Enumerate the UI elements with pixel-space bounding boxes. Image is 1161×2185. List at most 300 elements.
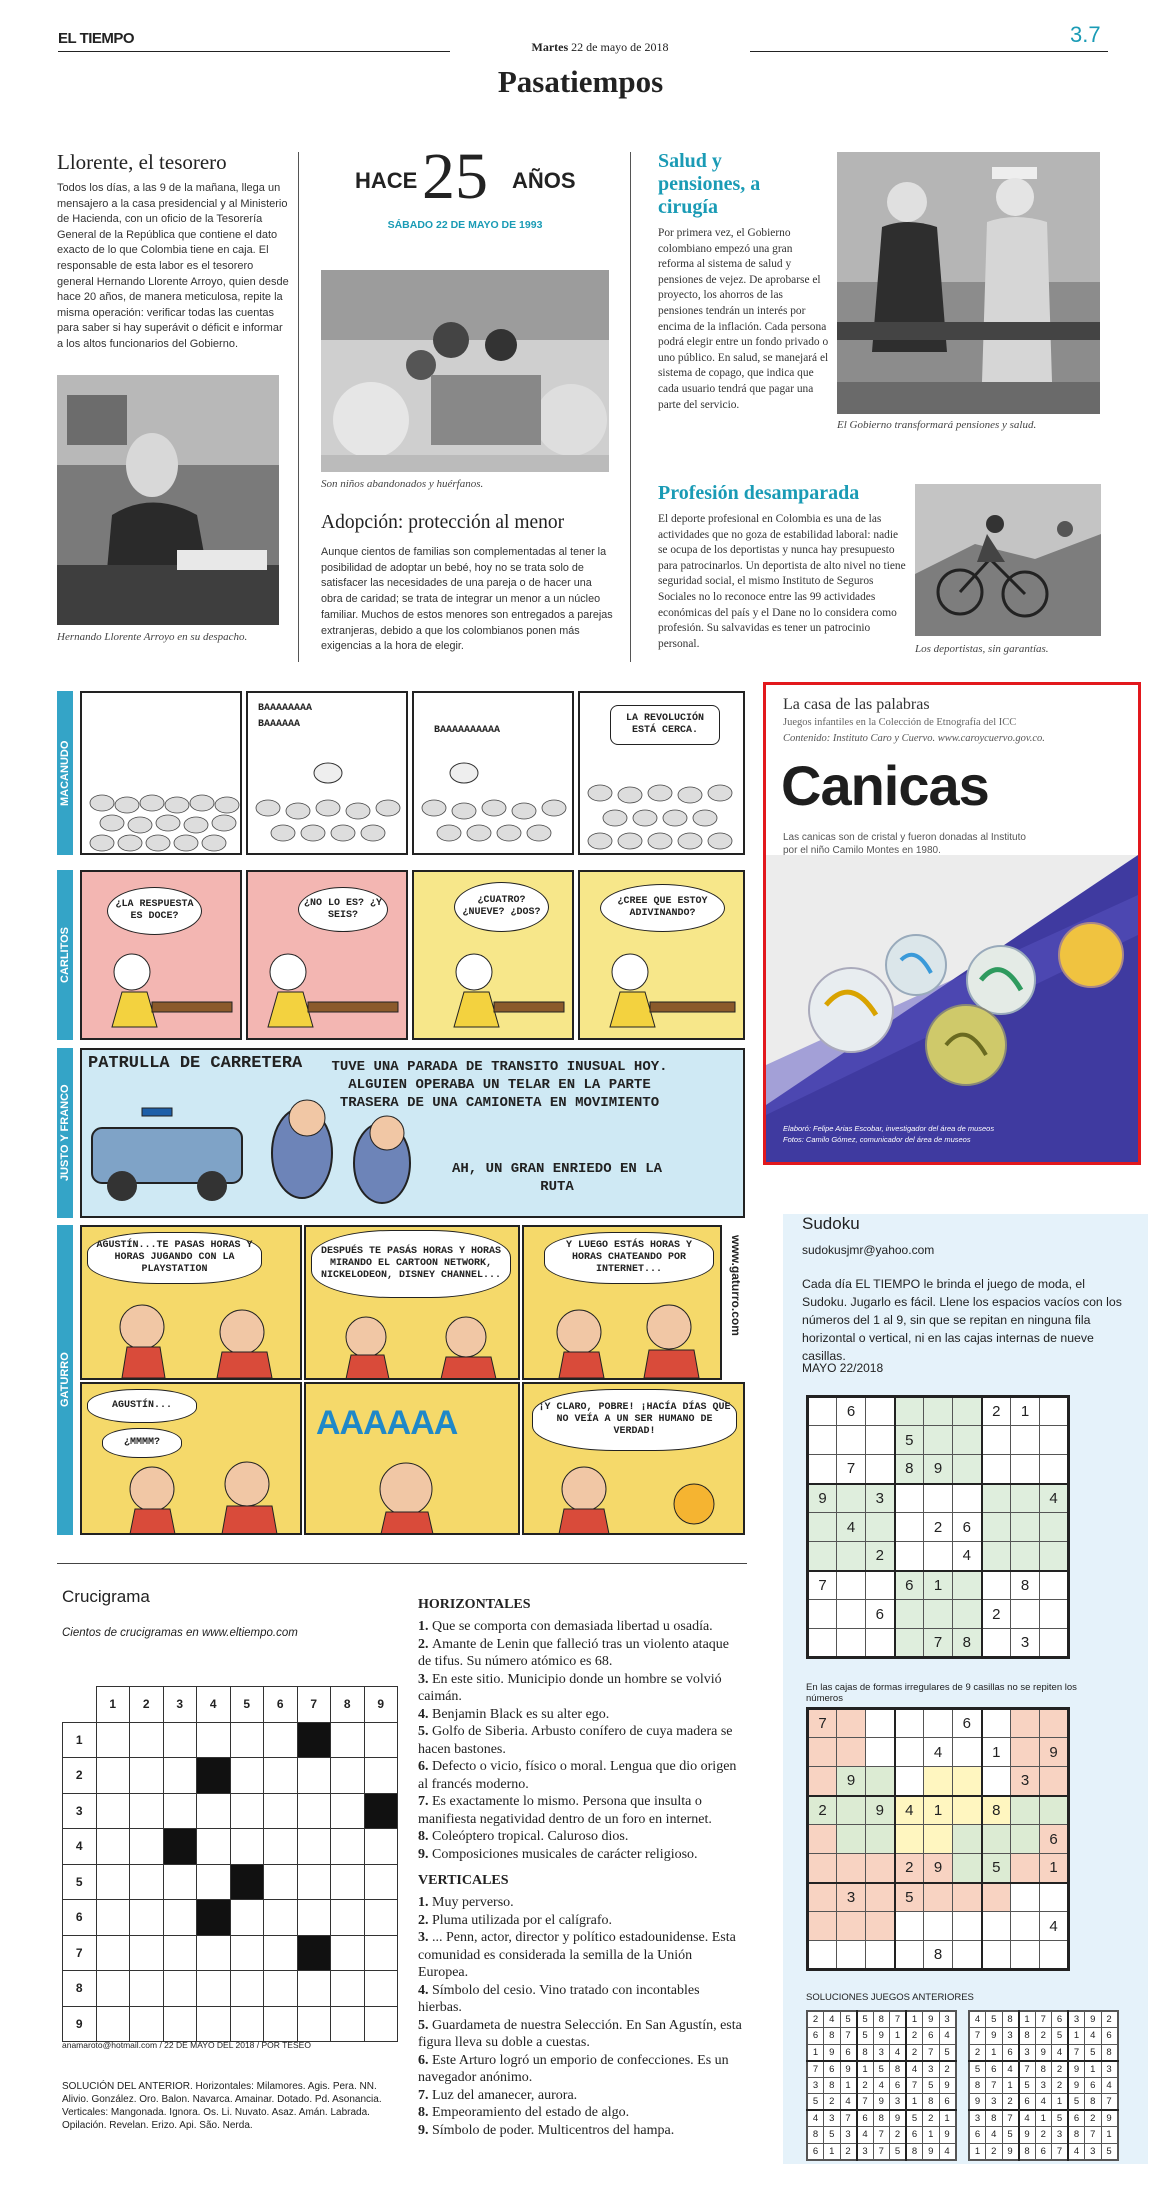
sudoku-cell[interactable]: 2 — [939, 2061, 956, 2078]
sudoku-cell[interactable] — [1011, 1854, 1040, 1883]
crossword-cell[interactable] — [96, 1758, 130, 1794]
sudoku-cell[interactable]: 7 — [857, 2094, 874, 2111]
sudoku-cell[interactable] — [1011, 1484, 1040, 1513]
sudoku-cell[interactable] — [953, 1484, 982, 1513]
sudoku-cell[interactable]: 1 — [939, 2110, 956, 2127]
sudoku-cell[interactable]: 5 — [873, 2061, 890, 2078]
crossword-cell[interactable] — [331, 1971, 365, 2007]
sudoku-cell[interactable]: 7 — [1085, 2127, 1102, 2144]
crossword-cell[interactable] — [331, 1793, 365, 1829]
sudoku-cell[interactable] — [953, 1796, 982, 1825]
crossword-cell[interactable] — [230, 1793, 264, 1829]
sudoku-cell[interactable]: 2 — [982, 1397, 1011, 1426]
sudoku-cell[interactable]: 6 — [1101, 2028, 1118, 2045]
sudoku-cell[interactable]: 2 — [808, 1796, 837, 1825]
sudoku-cell[interactable] — [866, 1397, 895, 1426]
sudoku-cell[interactable]: 7 — [840, 2028, 857, 2045]
sudoku-cell[interactable] — [1040, 1571, 1069, 1600]
sudoku-cell[interactable] — [895, 1600, 924, 1629]
crossword-cell[interactable] — [297, 2006, 331, 2042]
sudoku-cell[interactable]: 2 — [1035, 2028, 1052, 2045]
sudoku-cell[interactable] — [953, 1426, 982, 1455]
sudoku-cell[interactable] — [895, 1542, 924, 1571]
crossword-cell[interactable] — [364, 1722, 398, 1758]
crossword-cell[interactable] — [297, 1900, 331, 1936]
sudoku-cell[interactable] — [1040, 1941, 1069, 1970]
sudoku-cell[interactable] — [808, 1738, 837, 1767]
sudoku-cell[interactable]: 5 — [1052, 2110, 1069, 2127]
sudoku-cell[interactable]: 3 — [807, 2077, 824, 2094]
sudoku-cell[interactable]: 5 — [982, 1854, 1011, 1883]
sudoku-cell[interactable] — [953, 1825, 982, 1854]
crossword-cell[interactable] — [163, 1864, 197, 1900]
sudoku-cell[interactable]: 4 — [857, 2127, 874, 2144]
sudoku-cell[interactable]: 8 — [906, 2143, 923, 2160]
sudoku-cell[interactable]: 1 — [1101, 2127, 1118, 2144]
sudoku-cell[interactable]: 2 — [840, 2143, 857, 2160]
sudoku-cell[interactable] — [895, 1513, 924, 1542]
crossword-cell[interactable] — [297, 1793, 331, 1829]
crossword-cell[interactable] — [331, 1864, 365, 1900]
sudoku-cell[interactable]: 5 — [1019, 2077, 1036, 2094]
crossword-cell[interactable] — [163, 1722, 197, 1758]
sudoku-cell[interactable] — [1040, 1600, 1069, 1629]
sudoku-cell[interactable]: 7 — [969, 2028, 986, 2045]
sudoku-cell[interactable]: 6 — [866, 1600, 895, 1629]
sudoku-cell[interactable]: 4 — [1002, 2061, 1019, 2078]
sudoku-cell[interactable] — [924, 1397, 953, 1426]
sudoku-cell[interactable]: 9 — [866, 1796, 895, 1825]
sudoku-cell[interactable] — [866, 1883, 895, 1912]
sudoku-cell[interactable] — [982, 1513, 1011, 1542]
sudoku-cell[interactable]: 4 — [1101, 2077, 1118, 2094]
sudoku-cell[interactable] — [1011, 1455, 1040, 1484]
sudoku-cell[interactable]: 9 — [1068, 2061, 1085, 2078]
sudoku-cell[interactable]: 4 — [873, 2077, 890, 2094]
sudoku-cell[interactable]: 8 — [986, 2110, 1003, 2127]
sudoku-cell[interactable]: 9 — [840, 2061, 857, 2078]
sudoku-cell[interactable]: 3 — [840, 2127, 857, 2144]
sudoku-cell[interactable]: 7 — [873, 2143, 890, 2160]
sudoku-cell[interactable]: 4 — [1052, 2044, 1069, 2061]
sudoku-cell[interactable] — [953, 1455, 982, 1484]
sudoku-cell[interactable]: 9 — [1068, 2077, 1085, 2094]
sudoku-cell[interactable]: 8 — [873, 2110, 890, 2127]
sudoku-cell[interactable]: 5 — [986, 2011, 1003, 2028]
sudoku-cell[interactable] — [837, 1629, 866, 1658]
crossword-cell[interactable] — [364, 1935, 398, 1971]
sudoku-cell[interactable] — [1040, 1513, 1069, 1542]
sudoku-cell[interactable]: 9 — [986, 2028, 1003, 2045]
crossword-cell[interactable] — [163, 2006, 197, 2042]
sudoku-cell[interactable]: 3 — [1101, 2061, 1118, 2078]
sudoku-cell[interactable] — [895, 1941, 924, 1970]
sudoku-cell[interactable]: 6 — [824, 2061, 841, 2078]
sudoku-cell[interactable]: 3 — [866, 1484, 895, 1513]
crossword-cell[interactable] — [96, 1793, 130, 1829]
sudoku-cell[interactable]: 6 — [923, 2028, 940, 2045]
sudoku-cell[interactable] — [808, 1883, 837, 1912]
sudoku-cell[interactable] — [895, 1484, 924, 1513]
sudoku-cell[interactable]: 7 — [924, 1629, 953, 1658]
sudoku-cell[interactable]: 1 — [1019, 2011, 1036, 2028]
crossword-cell[interactable] — [130, 1864, 164, 1900]
sudoku-cell[interactable]: 5 — [890, 2143, 907, 2160]
sudoku-cell[interactable] — [866, 1825, 895, 1854]
sudoku-cell[interactable]: 2 — [906, 2044, 923, 2061]
sudoku-cell[interactable] — [982, 1883, 1011, 1912]
sudoku-cell[interactable] — [1011, 1426, 1040, 1455]
sudoku-cell[interactable] — [866, 1629, 895, 1658]
sudoku-cell[interactable]: 6 — [857, 2110, 874, 2127]
sudoku-cell[interactable]: 7 — [923, 2044, 940, 2061]
sudoku-cell[interactable]: 3 — [1002, 2028, 1019, 2045]
sudoku-cell[interactable] — [1011, 1600, 1040, 1629]
sudoku-cell[interactable] — [837, 1709, 866, 1738]
sudoku-cell[interactable] — [808, 1455, 837, 1484]
sudoku-cell[interactable] — [982, 1912, 1011, 1941]
sudoku-cell[interactable] — [866, 1738, 895, 1767]
sudoku-cell[interactable]: 9 — [873, 2028, 890, 2045]
crossword-cell[interactable] — [163, 1793, 197, 1829]
sudoku-cell[interactable] — [953, 1941, 982, 1970]
sudoku-cell[interactable]: 2 — [857, 2077, 874, 2094]
sudoku-cell[interactable] — [837, 1854, 866, 1883]
sudoku-cell[interactable] — [837, 1912, 866, 1941]
sudoku-cell[interactable]: 1 — [1085, 2061, 1102, 2078]
sudoku-cell[interactable] — [837, 1571, 866, 1600]
sudoku-cell[interactable] — [837, 1426, 866, 1455]
sudoku-cell[interactable] — [1011, 1738, 1040, 1767]
sudoku-cell[interactable] — [808, 1767, 837, 1796]
sudoku-cell[interactable]: 9 — [1101, 2110, 1118, 2127]
sudoku-cell[interactable] — [1040, 1397, 1069, 1426]
crossword-cell[interactable] — [230, 1758, 264, 1794]
sudoku-cell[interactable]: 6 — [895, 1571, 924, 1600]
sudoku-cell[interactable]: 5 — [969, 2061, 986, 2078]
sudoku-cell[interactable]: 1 — [906, 2011, 923, 2028]
sudoku-cell[interactable]: 8 — [1085, 2094, 1102, 2111]
sudoku-cell[interactable]: 7 — [1052, 2143, 1069, 2160]
sudoku-cell[interactable] — [808, 1513, 837, 1542]
crossword-cell[interactable] — [230, 1935, 264, 1971]
sudoku-cell[interactable] — [953, 1738, 982, 1767]
sudoku-cell[interactable]: 9 — [837, 1767, 866, 1796]
sudoku-cell[interactable]: 5 — [857, 2028, 874, 2045]
sudoku-cell[interactable] — [808, 1941, 837, 1970]
crossword-cell[interactable] — [230, 2006, 264, 2042]
sudoku-cell[interactable]: 1 — [840, 2077, 857, 2094]
sudoku-cell[interactable]: 4 — [939, 2028, 956, 2045]
sudoku-cell[interactable]: 3 — [824, 2110, 841, 2127]
sudoku-cell[interactable] — [1011, 1883, 1040, 1912]
crossword-cell[interactable] — [130, 1935, 164, 1971]
sudoku-cell[interactable] — [982, 1571, 1011, 1600]
sudoku-cell[interactable] — [808, 1426, 837, 1455]
sudoku-cell[interactable] — [866, 1767, 895, 1796]
sudoku-cell[interactable]: 9 — [923, 2143, 940, 2160]
sudoku-cell[interactable]: 5 — [807, 2094, 824, 2111]
sudoku-cell[interactable] — [1011, 1912, 1040, 1941]
sudoku-cell[interactable] — [808, 1854, 837, 1883]
sudoku-cell[interactable]: 1 — [857, 2061, 874, 2078]
crossword-cell[interactable] — [331, 1722, 365, 1758]
sudoku-cell[interactable]: 2 — [824, 2094, 841, 2111]
sudoku-cell[interactable]: 5 — [923, 2077, 940, 2094]
sudoku-cell[interactable]: 8 — [953, 1629, 982, 1658]
crossword-cell[interactable] — [197, 2006, 231, 2042]
crossword-cell[interactable] — [331, 1829, 365, 1865]
sudoku-cell[interactable]: 8 — [824, 2028, 841, 2045]
sudoku-cell[interactable]: 2 — [986, 2143, 1003, 2160]
sudoku-cell[interactable]: 2 — [1035, 2127, 1052, 2144]
sudoku-cell[interactable]: 7 — [808, 1709, 837, 1738]
sudoku-cell[interactable]: 9 — [808, 1484, 837, 1513]
sudoku-cell[interactable]: 8 — [1035, 2061, 1052, 2078]
sudoku-cell[interactable] — [866, 1709, 895, 1738]
sudoku-cell[interactable] — [1011, 1796, 1040, 1825]
sudoku-cell[interactable]: 1 — [986, 2044, 1003, 2061]
sudoku-cell[interactable]: 2 — [895, 1854, 924, 1883]
crossword-cell[interactable] — [197, 1722, 231, 1758]
sudoku-cell[interactable]: 8 — [895, 1455, 924, 1484]
crossword-cell[interactable] — [197, 1971, 231, 2007]
sudoku-cell[interactable]: 9 — [939, 2127, 956, 2144]
sudoku-cell[interactable]: 4 — [890, 2044, 907, 2061]
sudoku-cell[interactable] — [837, 1600, 866, 1629]
sudoku-cell[interactable]: 9 — [1040, 1738, 1069, 1767]
crossword-cell[interactable] — [96, 1829, 130, 1865]
sudoku-cell[interactable]: 4 — [1040, 1912, 1069, 1941]
sudoku-cell[interactable] — [808, 1397, 837, 1426]
sudoku-cell[interactable] — [982, 1629, 1011, 1658]
crossword-cell[interactable] — [96, 1971, 130, 2007]
crossword-cell[interactable] — [197, 1829, 231, 1865]
crossword-cell[interactable] — [264, 1829, 298, 1865]
sudoku-cell[interactable] — [953, 1912, 982, 1941]
crossword-cell[interactable] — [230, 1829, 264, 1865]
sudoku-cell[interactable]: 1 — [1002, 2077, 1019, 2094]
sudoku-cell[interactable]: 4 — [969, 2011, 986, 2028]
sudoku-cell[interactable]: 2 — [1085, 2110, 1102, 2127]
sudoku-cell[interactable]: 6 — [906, 2127, 923, 2144]
sudoku-cell[interactable] — [982, 1426, 1011, 1455]
crossword-cell[interactable] — [364, 1829, 398, 1865]
sudoku-cell[interactable]: 1 — [1040, 1854, 1069, 1883]
sudoku-cell[interactable]: 6 — [939, 2094, 956, 2111]
sudoku-cell[interactable]: 3 — [1019, 2044, 1036, 2061]
sudoku-cell[interactable]: 6 — [953, 1709, 982, 1738]
sudoku-cell[interactable] — [953, 1397, 982, 1426]
sudoku-cell[interactable] — [1040, 1796, 1069, 1825]
crossword-cell[interactable] — [297, 1864, 331, 1900]
sudoku-cell[interactable]: 9 — [939, 2077, 956, 2094]
sudoku-cell[interactable] — [1040, 1629, 1069, 1658]
sudoku-cell[interactable]: 3 — [837, 1883, 866, 1912]
sudoku-cell[interactable]: 8 — [1068, 2127, 1085, 2144]
sudoku-cell[interactable]: 7 — [873, 2127, 890, 2144]
sudoku-cell[interactable]: 7 — [837, 1455, 866, 1484]
sudoku-cell[interactable]: 5 — [1101, 2143, 1118, 2160]
sudoku-cell[interactable] — [1011, 1825, 1040, 1854]
sudoku-cell[interactable] — [808, 1629, 837, 1658]
sudoku-cell[interactable]: 3 — [923, 2061, 940, 2078]
sudoku-cell[interactable]: 2 — [866, 1542, 895, 1571]
sudoku-cell[interactable]: 5 — [906, 2110, 923, 2127]
sudoku-cell[interactable] — [953, 1767, 982, 1796]
sudoku-cell[interactable] — [1011, 1709, 1040, 1738]
sudoku-cell[interactable] — [982, 1941, 1011, 1970]
sudoku-cell[interactable]: 5 — [1085, 2044, 1102, 2061]
sudoku-cell[interactable]: 1 — [969, 2143, 986, 2160]
sudoku-cell[interactable]: 5 — [824, 2127, 841, 2144]
crossword-cell[interactable] — [96, 1722, 130, 1758]
crossword-cell[interactable] — [264, 1793, 298, 1829]
crossword-cell[interactable] — [364, 1900, 398, 1936]
sudoku-cell[interactable]: 4 — [824, 2011, 841, 2028]
crossword-cell[interactable] — [364, 2006, 398, 2042]
crossword-cell[interactable] — [230, 1900, 264, 1936]
sudoku-cell[interactable]: 7 — [1019, 2061, 1036, 2078]
crossword-cell[interactable] — [331, 1758, 365, 1794]
crossword-cell[interactable] — [297, 1971, 331, 2007]
sudoku-cell[interactable] — [866, 1455, 895, 1484]
sudoku-cell[interactable]: 6 — [1052, 2011, 1069, 2028]
sudoku-cell[interactable] — [808, 1912, 837, 1941]
crossword-cell[interactable] — [331, 1935, 365, 1971]
sudoku-cell[interactable]: 9 — [923, 2011, 940, 2028]
crossword-cell[interactable] — [163, 1900, 197, 1936]
sudoku-cell[interactable]: 4 — [895, 1796, 924, 1825]
sudoku-cell[interactable]: 1 — [807, 2044, 824, 2061]
crossword-cell[interactable] — [364, 1758, 398, 1794]
sudoku-cell[interactable]: 3 — [1011, 1767, 1040, 1796]
sudoku-cell[interactable] — [1040, 1426, 1069, 1455]
crossword-cell[interactable] — [264, 1900, 298, 1936]
sudoku-cell[interactable]: 5 — [1052, 2028, 1069, 2045]
sudoku-cell[interactable] — [808, 1600, 837, 1629]
sudoku-cell[interactable] — [1040, 1883, 1069, 1912]
crossword-cell[interactable] — [264, 1758, 298, 1794]
sudoku-cell[interactable]: 3 — [1085, 2143, 1102, 2160]
sudoku-cell[interactable]: 2 — [807, 2011, 824, 2028]
sudoku-cell[interactable]: 5 — [840, 2011, 857, 2028]
sudoku-cell[interactable]: 2 — [982, 1600, 1011, 1629]
sudoku-cell[interactable]: 7 — [890, 2011, 907, 2028]
sudoku-cell[interactable]: 3 — [873, 2044, 890, 2061]
sudoku-cell[interactable]: 9 — [1035, 2044, 1052, 2061]
sudoku-cell[interactable]: 8 — [1101, 2044, 1118, 2061]
sudoku-cell[interactable]: 6 — [1085, 2077, 1102, 2094]
sudoku-cell[interactable]: 5 — [857, 2011, 874, 2028]
sudoku-cell[interactable] — [1040, 1709, 1069, 1738]
crossword-cell[interactable] — [130, 1971, 164, 2007]
sudoku-cell[interactable]: 7 — [840, 2110, 857, 2127]
sudoku-cell[interactable]: 5 — [1068, 2094, 1085, 2111]
sudoku-cell[interactable] — [924, 1767, 953, 1796]
sudoku-cell[interactable]: 1 — [890, 2028, 907, 2045]
sudoku-cell[interactable]: 5 — [895, 1426, 924, 1455]
sudoku-cell[interactable]: 8 — [1019, 2143, 1036, 2160]
sudoku-cell[interactable]: 3 — [857, 2143, 874, 2160]
sudoku-cell[interactable]: 1 — [1052, 2094, 1069, 2111]
sudoku-cell[interactable]: 6 — [969, 2127, 986, 2144]
crossword-cell[interactable] — [197, 1935, 231, 1971]
crossword-cell[interactable] — [96, 2006, 130, 2042]
sudoku-cell[interactable] — [924, 1542, 953, 1571]
crossword-cell[interactable] — [297, 1758, 331, 1794]
crossword-cell[interactable] — [264, 1864, 298, 1900]
crossword-cell[interactable] — [230, 1971, 264, 2007]
sudoku-cell[interactable]: 6 — [837, 1397, 866, 1426]
sudoku-cell[interactable] — [924, 1825, 953, 1854]
sudoku-cell[interactable] — [982, 1825, 1011, 1854]
crossword-cell[interactable] — [364, 1864, 398, 1900]
sudoku-cell[interactable]: 4 — [939, 2143, 956, 2160]
sudoku-cell[interactable]: 8 — [857, 2044, 874, 2061]
sudoku-cell[interactable]: 8 — [807, 2127, 824, 2144]
sudoku-cell[interactable] — [953, 1571, 982, 1600]
sudoku-cell[interactable]: 8 — [982, 1796, 1011, 1825]
sudoku-cell[interactable]: 4 — [1068, 2143, 1085, 2160]
sudoku-cell[interactable]: 1 — [824, 2143, 841, 2160]
crossword-cell[interactable] — [331, 2006, 365, 2042]
crossword-cell[interactable] — [197, 1864, 231, 1900]
crossword-cell[interactable] — [331, 1900, 365, 1936]
sudoku-cell[interactable]: 8 — [824, 2077, 841, 2094]
sudoku-cell[interactable]: 3 — [986, 2094, 1003, 2111]
sudoku-cell[interactable]: 9 — [969, 2094, 986, 2111]
sudoku-cell[interactable]: 3 — [939, 2011, 956, 2028]
sudoku-cell[interactable] — [895, 1397, 924, 1426]
crossword-cell[interactable] — [297, 1829, 331, 1865]
sudoku-cell[interactable]: 7 — [807, 2061, 824, 2078]
sudoku-cell[interactable] — [924, 1883, 953, 1912]
sudoku-cell[interactable]: 6 — [840, 2044, 857, 2061]
sudoku-cell[interactable]: 9 — [924, 1455, 953, 1484]
sudoku-cell[interactable]: 3 — [1068, 2011, 1085, 2028]
crossword-cell[interactable] — [264, 1935, 298, 1971]
sudoku-cell[interactable]: 1 — [923, 2127, 940, 2144]
sudoku-cell[interactable] — [895, 1767, 924, 1796]
crossword-cell[interactable] — [130, 1722, 164, 1758]
sudoku-cell[interactable] — [924, 1912, 953, 1941]
crossword-cell[interactable] — [163, 1758, 197, 1794]
sudoku-cell[interactable] — [982, 1767, 1011, 1796]
sudoku-cell[interactable] — [808, 1825, 837, 1854]
sudoku-cell[interactable] — [895, 1738, 924, 1767]
sudoku-cell[interactable]: 2 — [890, 2127, 907, 2144]
crossword-cell[interactable] — [96, 1864, 130, 1900]
crossword-cell[interactable] — [96, 1900, 130, 1936]
sudoku-cell[interactable]: 5 — [939, 2044, 956, 2061]
sudoku-cell[interactable]: 8 — [969, 2077, 986, 2094]
sudoku-cell[interactable] — [895, 1825, 924, 1854]
sudoku-cell[interactable]: 4 — [906, 2061, 923, 2078]
sudoku-cell[interactable]: 7 — [906, 2077, 923, 2094]
sudoku-cell[interactable]: 8 — [924, 1941, 953, 1970]
sudoku-cell[interactable] — [982, 1455, 1011, 1484]
sudoku-cell[interactable]: 4 — [837, 1513, 866, 1542]
sudoku-cell[interactable]: 5 — [895, 1883, 924, 1912]
sudoku-cell[interactable]: 8 — [1002, 2011, 1019, 2028]
sudoku-cell[interactable]: 1 — [924, 1571, 953, 1600]
sudoku-cell[interactable] — [953, 1854, 982, 1883]
crossword-cell[interactable] — [264, 1722, 298, 1758]
sudoku-cell[interactable] — [837, 1941, 866, 1970]
sudoku-cell[interactable]: 6 — [1002, 2044, 1019, 2061]
sudoku-cell[interactable] — [982, 1484, 1011, 1513]
